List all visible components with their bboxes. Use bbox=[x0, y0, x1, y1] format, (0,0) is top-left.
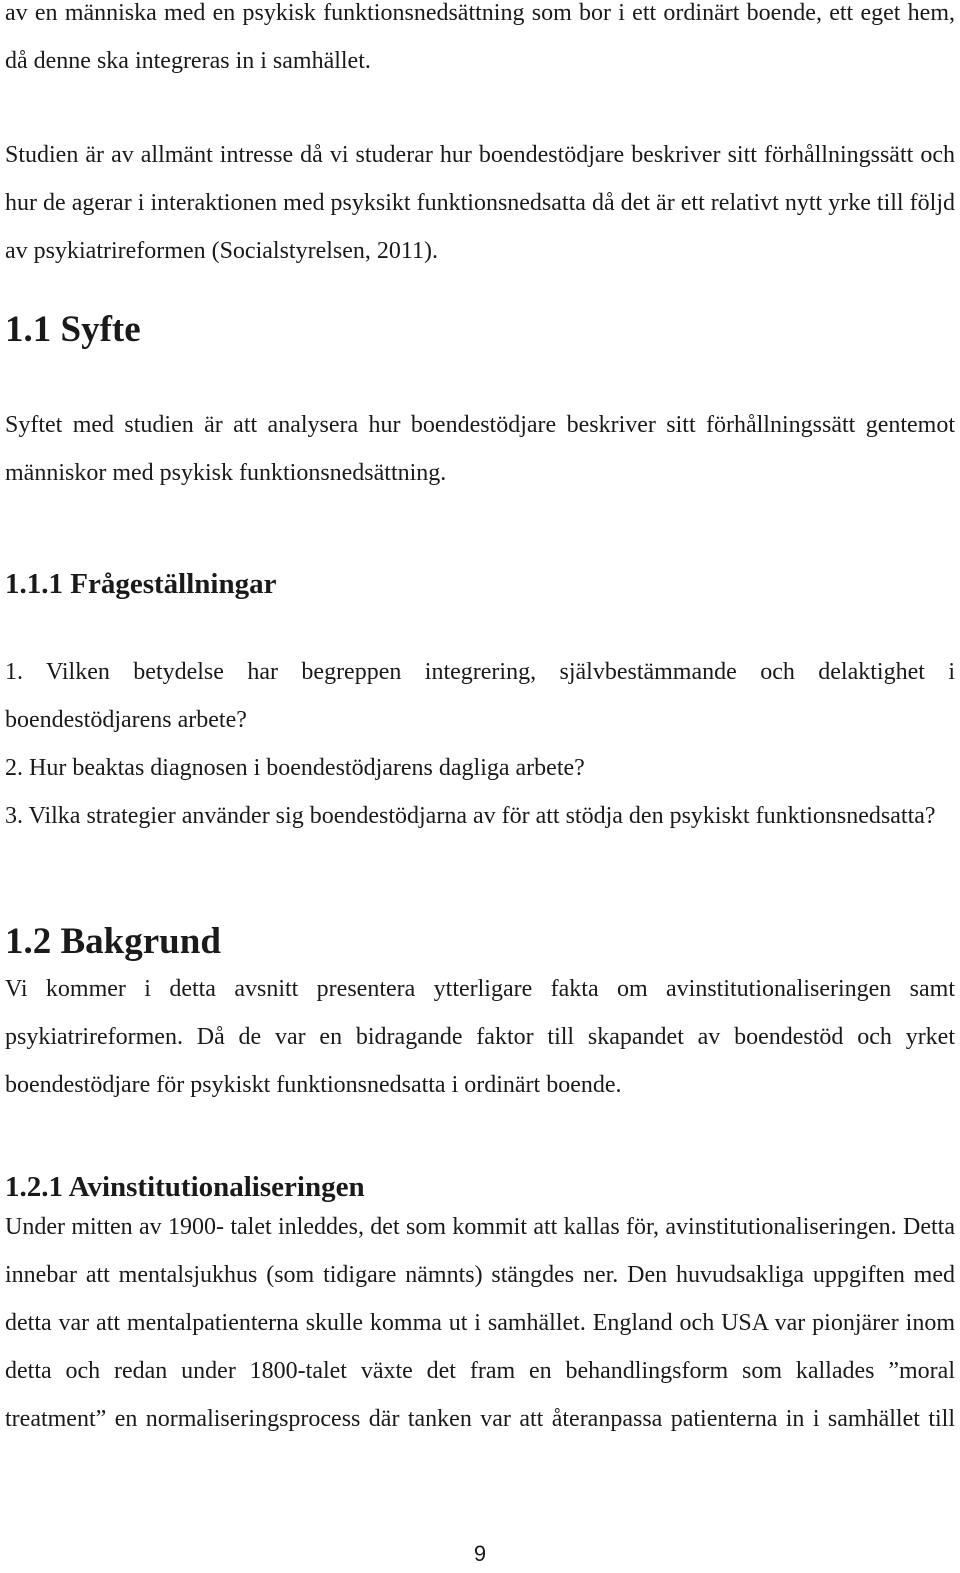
paragraph-interest: Studien är av allmänt intresse då vi studerar hur boendestödjare beskriver sitt förhållningssätt och hur de agerar i interaktionen med psyksikt funktionsnedsatta då det är ett relativt nytt yrke till följd av psykiatrireformen (Socialstyrelsen, 2011). bbox=[5, 142, 955, 264]
paragraph-avinstitutionaliseringen: Under mitten av 1900- talet inleddes, det som kommit att kallas för, avinstitutionaliseringen. Detta innebar att mentalsjukhus (som tidigare nämnts) stängdes ner. Den huvudsakliga uppgiften med detta var att mentalpatienterna skulle komma ut i samhället. England och USA var pionjärer inom detta och redan under 1800-talet växte det fram en behandlingsform som kallades ”moral treatment” en normaliseringsprocess där tanken var att återanpassa patienterna in i samhället till bbox=[5, 1214, 955, 1432]
question-item-1: 1. Vilken betydelse har begreppen integrering, självbestämmande och delaktighet i boendestödjarens arbete? bbox=[5, 659, 955, 733]
paragraph-syfte: Syftet med studien är att analysera hur boendestödjare beskriver sitt förhållningssätt gentemot människor med psykisk funktionsnedsättning. bbox=[5, 412, 955, 486]
heading-fragestallningar: 1.1.1 Frågeställningar bbox=[5, 568, 277, 600]
paragraph-bakgrund: Vi kommer i detta avsnitt presentera ytterligare fakta om avinstitutionaliseringen samt psykiatrireformen. Då de var en bidragande faktor till skapandet av boendestöd och yrket boendestödjare för psykiskt funktionsnedsatta i ordinärt boende. bbox=[5, 976, 955, 1098]
heading-avinstitutionaliseringen: 1.2.1 Avinstitutionaliseringen bbox=[5, 1171, 365, 1203]
question-item-3: 3. Vilka strategier använder sig boendestödjarna av för att stödja den psykiskt funktionsnedsatta? bbox=[5, 803, 936, 829]
paragraph-intro-continued: av en människa med en psykisk funktionsnedsättning som bor i ett ordinärt boende, ett eget hem, då denne ska integreras in i samhället. bbox=[5, 0, 955, 74]
question-list bbox=[5, 648, 955, 840]
question-item-2: 2. Hur beaktas diagnosen i boendestödjarens dagliga arbete? bbox=[5, 755, 585, 781]
heading-syfte: 1.1 Syfte bbox=[5, 309, 141, 350]
heading-bakgrund: 1.2 Bakgrund bbox=[5, 921, 221, 962]
page-number: 9 bbox=[473, 1541, 487, 1566]
